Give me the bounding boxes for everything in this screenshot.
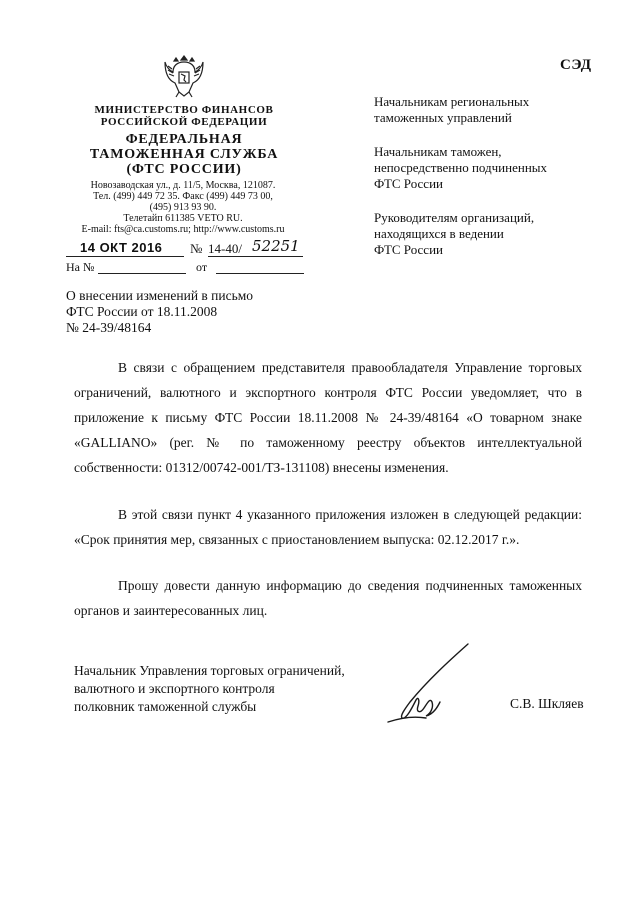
ref-date-blank (216, 273, 304, 274)
sed-mark: СЭД (560, 57, 592, 73)
addressee-group: Начальникам таможен, непосредственно подчиненных ФТС России (374, 144, 548, 191)
number-prefix: 14-40/ (208, 241, 242, 256)
reference-line (66, 260, 306, 278)
date-stamp: 14 ОКТ 2016 (80, 240, 163, 255)
ref-label: На № (66, 260, 95, 274)
signatory-name: С.В. Шкляев (510, 696, 584, 711)
service-name: ФЕДЕРАЛЬНАЯ ТАМОЖЕННАЯ СЛУЖБА (ФТС РОССИИ) (89, 132, 279, 177)
signatory-position: Начальник Управления торговых ограничений, валютного и экспортного контроля полковник таможенной службы (74, 663, 345, 714)
ministry-name: МИНИСТЕРСТВО ФИНАНСОВ РОССИЙСКОЙ ФЕДЕРАЦИИ (94, 104, 274, 128)
number-label: № (190, 241, 203, 256)
letter-subject: О внесении изменений в письмо ФТС России от 18.11.2008 № 24-39/48164 (66, 288, 254, 335)
number-handwritten: 52251 (252, 237, 300, 255)
coat-of-arms-icon (163, 52, 205, 100)
body-paragraph-1: В связи с обращением представителя правообладателя Управление торговых ограничений, валютного и экспортного контроля ФТС России уведомляет, что в приложение к письму ФТС России 18.11.2008 № 24-39/48164 «О товарном знаке «GALLIANO» (рег. № по таможенному реестру объектов интеллектуальной собственности: 01312/00742-001/ТЗ-131108) внесены изменения. (74, 360, 582, 475)
ref-number-blank (98, 273, 186, 274)
addressee-group: Начальникам региональных таможенных управлений (374, 94, 530, 125)
addressee-block (374, 94, 604, 276)
registration-line (66, 237, 306, 258)
date-underline (66, 256, 184, 257)
address-block: Новозаводская ул., д. 11/5, Москва, 121087. Тел. (499) 449 72 35. Факс (499) 449 73 00, (495) 913 93 90. Телетайп 611385 VETO RU. E-mail: fts@ca.customs.ru; http://www.customs.ru (81, 180, 285, 235)
body-paragraph-2: В этой связи пункт 4 указанного приложения изложен в следующей редакции: «Срок принятия мер, связанных с приостановлением выпуска: 02.12.2017 г.». (74, 507, 582, 547)
ref-from-label: от (196, 260, 208, 274)
body-paragraph-3: Прошу довести данную информацию до сведения подчиненных таможенных органов и заинтересованных лиц. (74, 578, 582, 618)
number-underline (208, 256, 303, 257)
handwritten-signature (380, 640, 490, 730)
addressee-group: Руководителям организаций, находящихся в ведении ФТС России (374, 210, 535, 257)
